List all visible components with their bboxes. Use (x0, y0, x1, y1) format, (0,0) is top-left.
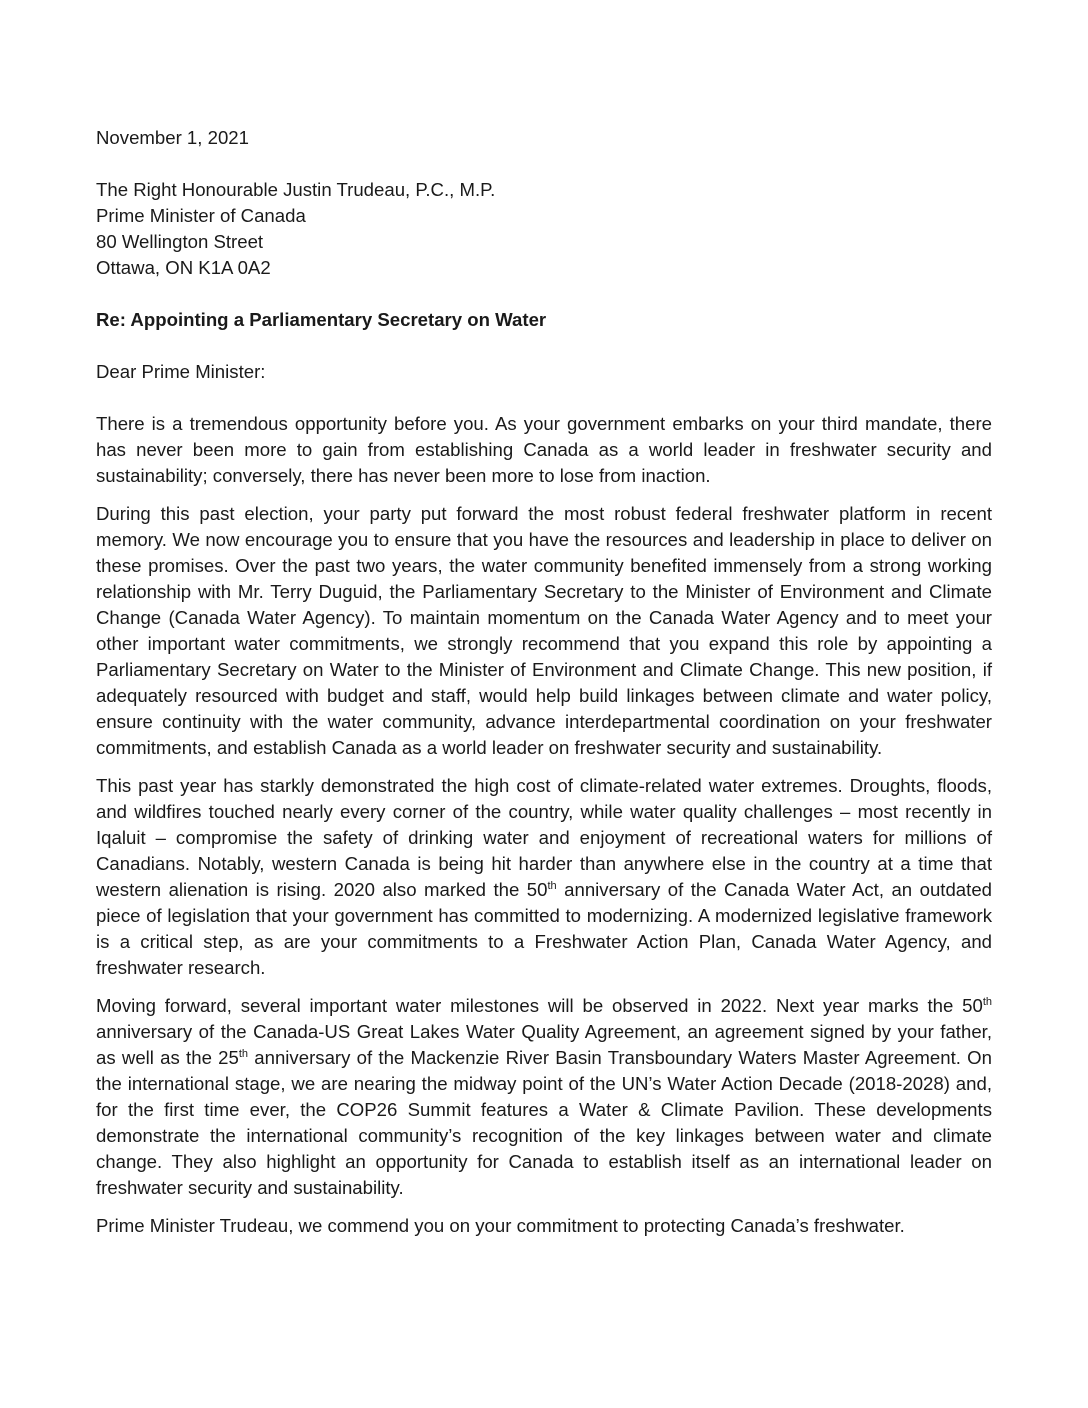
recipient-title: Prime Minister of Canada (96, 205, 306, 226)
subject-line: Re: Appointing a Parliamentary Secretary on Water (96, 309, 547, 330)
paragraph-4-text-c: anniversary of the Mackenzie River Basin Transboundary Waters Master Agreement. On the international stage, we are nearing the midway point of the UN’s Water Action Decade (2018-2028) and, for the first time ever, the COP26 Summit features a Water & Climate Pavilion. These developments demonstrate the international community’s recognition of the key linkages between water and climate change. They also highlight an opportunity for Canada to establish itself as an international leader on freshwater security and sustainability. (96, 1047, 992, 1198)
body-paragraph-4 (96, 993, 992, 1201)
ordinal-suffix: th (238, 1047, 249, 1060)
body-paragraph-2: During this past election, your party put forward the most robust federal freshwater platform in recent memory. We now encourage you to ensure that you have the resources and leadership in place to deliver on these promises. Over the past two years, the water community benefited immensely from a strong working relationship with Mr. Terry Duguid, the Parliamentary Secretary to the Minister of Environment and Climate Change (Canada Water Agency). To maintain momentum on the Canada Water Agency and to meet your other important water commitments, we strongly recommend that you expand this role by appointing a Parliamentary Secretary on Water to the Minister of Environment and Climate Change. This new position, if adequately resourced with budget and staff, would help build linkages between climate and water policy, ensure continuity with the water community, advance interdepartmental coordination on your freshwater commitments, and establish Canada as a world leader on freshwater security and sustainability. (96, 503, 992, 758)
paragraph-4-text-a: Moving forward, several important water milestones will be observed in 2022. Next year marks the 50 (96, 995, 983, 1016)
salutation: Dear Prime Minister: (96, 361, 266, 382)
paragraph-3-text-b: anniversary of the Canada Water Act, an outdated piece of legislation that your government has committed to modernizing. A modernized legislative framework is a critical step, as are your commitments to a Freshwater Action Plan, Canada Water Agency, and freshwater research. (96, 879, 992, 978)
paragraph-3-text-a: This past year has starkly demonstrated the high cost of climate-related water extremes. Droughts, floods, and wildfires touched nearly every corner of the country, while water quality challenges – most recently in Iqaluit – compromise the safety of drinking water and enjoyment of recreational waters for millions of Canadians. Notably, western Canada is being hit harder than anywhere else in the country at a time that western alienation is rising. 2020 also marked the 50 (96, 775, 992, 900)
body-paragraph-1: There is a tremendous opportunity before you. As your government embarks on your third mandate, there has never been more to gain from establishing Canada as a world leader in freshwater security and sustainability; conversely, there has never been more to lose from inaction. (96, 413, 992, 486)
recipient-name: The Right Honourable Justin Trudeau, P.C., M.P. (96, 179, 496, 200)
body-paragraph-5: Prime Minister Trudeau, we commend you on your commitment to protecting Canada’s freshwater. (96, 1215, 905, 1236)
recipient-city: Ottawa, ON K1A 0A2 (96, 257, 271, 278)
ordinal-suffix: th (982, 995, 992, 1008)
recipient-street: 80 Wellington Street (96, 231, 264, 252)
body-paragraph-3 (96, 773, 992, 981)
ordinal-suffix: th (547, 879, 557, 892)
letter-date: November 1, 2021 (96, 127, 249, 148)
paragraph-4-text-b: anniversary of the Canada-US Great Lakes Water Quality Agreement, an agreement signed by your father, as well as the 25 (96, 1021, 992, 1068)
recipient-address (96, 177, 992, 281)
letter-page (96, 125, 992, 1251)
